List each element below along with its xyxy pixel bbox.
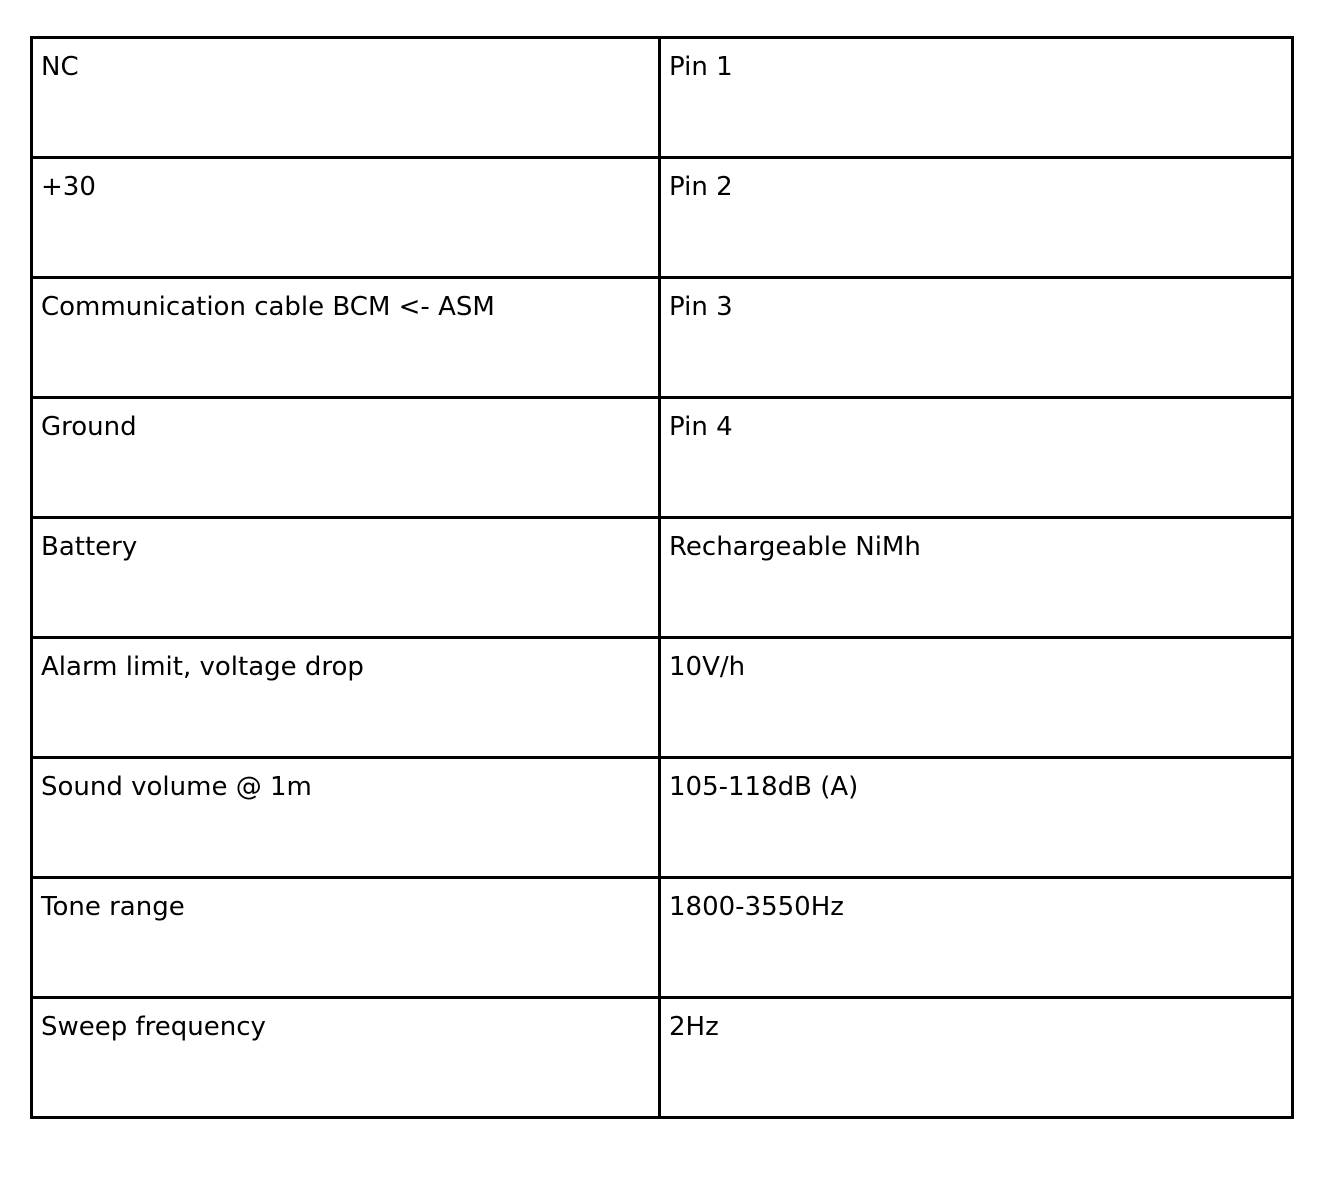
table-row <box>32 518 1293 638</box>
row-label: Alarm limit, voltage drop <box>32 638 660 758</box>
row-value: 1800-3550Hz <box>660 878 1293 998</box>
row-label: NC <box>32 38 660 158</box>
row-value: 10V/h <box>660 638 1293 758</box>
table-row <box>32 998 1293 1118</box>
table-row <box>32 158 1293 278</box>
row-label: +30 <box>32 158 660 278</box>
row-value: 2Hz <box>660 998 1293 1118</box>
row-label: Battery <box>32 518 660 638</box>
table-row <box>32 758 1293 878</box>
row-label: Sweep frequency <box>32 998 660 1118</box>
row-label: Ground <box>32 398 660 518</box>
row-label: Communication cable BCM <- ASM <box>32 278 660 398</box>
specification-table <box>30 36 1294 1119</box>
row-value: Pin 2 <box>660 158 1293 278</box>
table-row <box>32 38 1293 158</box>
row-label: Sound volume @ 1m <box>32 758 660 878</box>
table-row <box>32 638 1293 758</box>
row-label: Tone range <box>32 878 660 998</box>
row-value: Rechargeable NiMh <box>660 518 1293 638</box>
specification-table-body <box>32 38 1293 1118</box>
row-value: Pin 3 <box>660 278 1293 398</box>
row-value: 105-118dB (A) <box>660 758 1293 878</box>
row-value: Pin 1 <box>660 38 1293 158</box>
table-row <box>32 278 1293 398</box>
table-row <box>32 398 1293 518</box>
table-row <box>32 878 1293 998</box>
row-value: Pin 4 <box>660 398 1293 518</box>
